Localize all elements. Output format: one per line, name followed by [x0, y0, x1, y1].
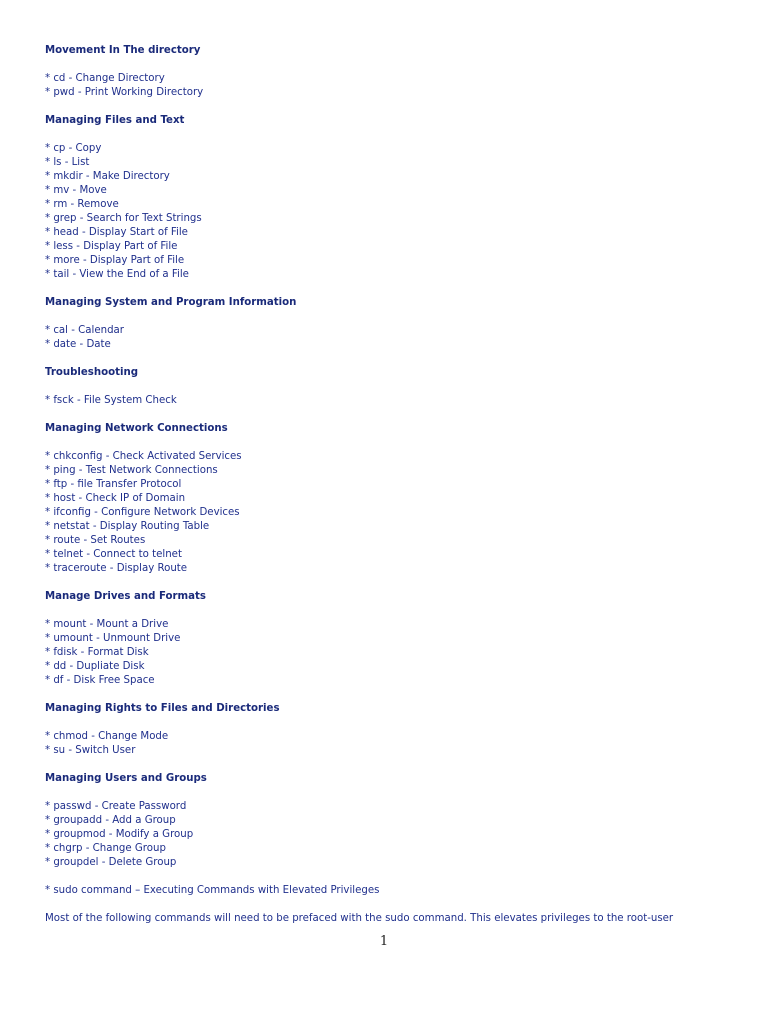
section-drives: [45, 590, 745, 702]
command-item: * mv - Move: [45, 185, 107, 196]
command-item: * groupmod - Modify a Group: [45, 829, 194, 840]
command-item: * rm - Remove: [45, 199, 119, 210]
section-heading: Movement In The directory: [45, 45, 201, 56]
page-number: 1: [379, 934, 389, 949]
command-item: * netstat - Display Routing Table: [45, 521, 210, 532]
command-item: * su - Switch User: [45, 745, 136, 756]
spacer: [45, 786, 745, 800]
section-heading: Managing System and Program Information: [45, 297, 297, 308]
sudo-note: Most of the following commands will need to be prefaced with the sudo command. This elevates privileges to the root-user: [45, 913, 674, 924]
command-item: * groupdel - Delete Group: [45, 857, 177, 868]
spacer: [45, 716, 745, 730]
section-troubleshooting: [45, 366, 745, 422]
spacer: [45, 310, 745, 324]
command-item: * fdisk - Format Disk: [45, 647, 149, 658]
spacer: [45, 870, 745, 884]
section-movement: [45, 44, 745, 114]
command-item: * pwd - Print Working Directory: [45, 87, 204, 98]
command-item: * chkconfig - Check Activated Services: [45, 451, 242, 462]
spacer: [45, 688, 745, 702]
command-item: * passwd - Create Password: [45, 801, 187, 812]
spacer: [45, 282, 745, 296]
command-item: * less - Display Part of File: [45, 241, 178, 252]
spacer: [45, 576, 745, 590]
spacer: [45, 898, 745, 912]
command-item: * ifconfig - Configure Network Devices: [45, 507, 240, 518]
spacer: [45, 100, 745, 114]
command-item: * dd - Dupliate Disk: [45, 661, 145, 672]
command-item: * mount - Mount a Drive: [45, 619, 169, 630]
command-item: * date - Date: [45, 339, 111, 350]
section-users-groups: [45, 772, 745, 884]
command-item: * mkdir - Make Directory: [45, 171, 170, 182]
section-heading: Managing Network Connections: [45, 423, 228, 434]
command-item: * cd - Change Directory: [45, 73, 165, 84]
section-heading: Managing Users and Groups: [45, 773, 207, 784]
sudo-line: * sudo command – Executing Commands with Elevated Privileges: [45, 885, 380, 896]
document-page: [45, 44, 745, 926]
command-item: * tail - View the End of a File: [45, 269, 189, 280]
command-item: * df - Disk Free Space: [45, 675, 155, 686]
command-item: * groupadd - Add a Group: [45, 815, 176, 826]
command-item: * telnet - Connect to telnet: [45, 549, 182, 560]
command-item: * ftp - file Transfer Protocol: [45, 479, 182, 490]
spacer: [45, 758, 745, 772]
command-item: * chgrp - Change Group: [45, 843, 166, 854]
command-item: * host - Check IP of Domain: [45, 493, 186, 504]
section-rights: [45, 702, 745, 772]
command-item: * more - Display Part of File: [45, 255, 185, 266]
section-network: [45, 422, 745, 590]
spacer: [45, 604, 745, 618]
spacer: [45, 408, 745, 422]
spacer: [45, 352, 745, 366]
spacer: [45, 58, 745, 72]
section-heading: Troubleshooting: [45, 367, 139, 378]
spacer: [45, 128, 745, 142]
section-heading: Managing Files and Text: [45, 115, 185, 126]
command-item: * fsck - File System Check: [45, 395, 177, 406]
command-item: * route - Set Routes: [45, 535, 146, 546]
command-item: * grep - Search for Text Strings: [45, 213, 202, 224]
command-item: * cp - Copy: [45, 143, 102, 154]
section-heading: Managing Rights to Files and Directories: [45, 703, 280, 714]
section-heading: Manage Drives and Formats: [45, 591, 206, 602]
spacer: [45, 436, 745, 450]
section-system-info: [45, 296, 745, 366]
command-item: * ls - List: [45, 157, 90, 168]
command-item: * chmod - Change Mode: [45, 731, 169, 742]
command-item: * head - Display Start of File: [45, 227, 188, 238]
command-item: * cal - Calendar: [45, 325, 124, 336]
command-item: * ping - Test Network Connections: [45, 465, 218, 476]
section-files-text: [45, 114, 745, 296]
command-item: * traceroute - Display Route: [45, 563, 188, 574]
spacer: [45, 380, 745, 394]
command-item: * umount - Unmount Drive: [45, 633, 181, 644]
